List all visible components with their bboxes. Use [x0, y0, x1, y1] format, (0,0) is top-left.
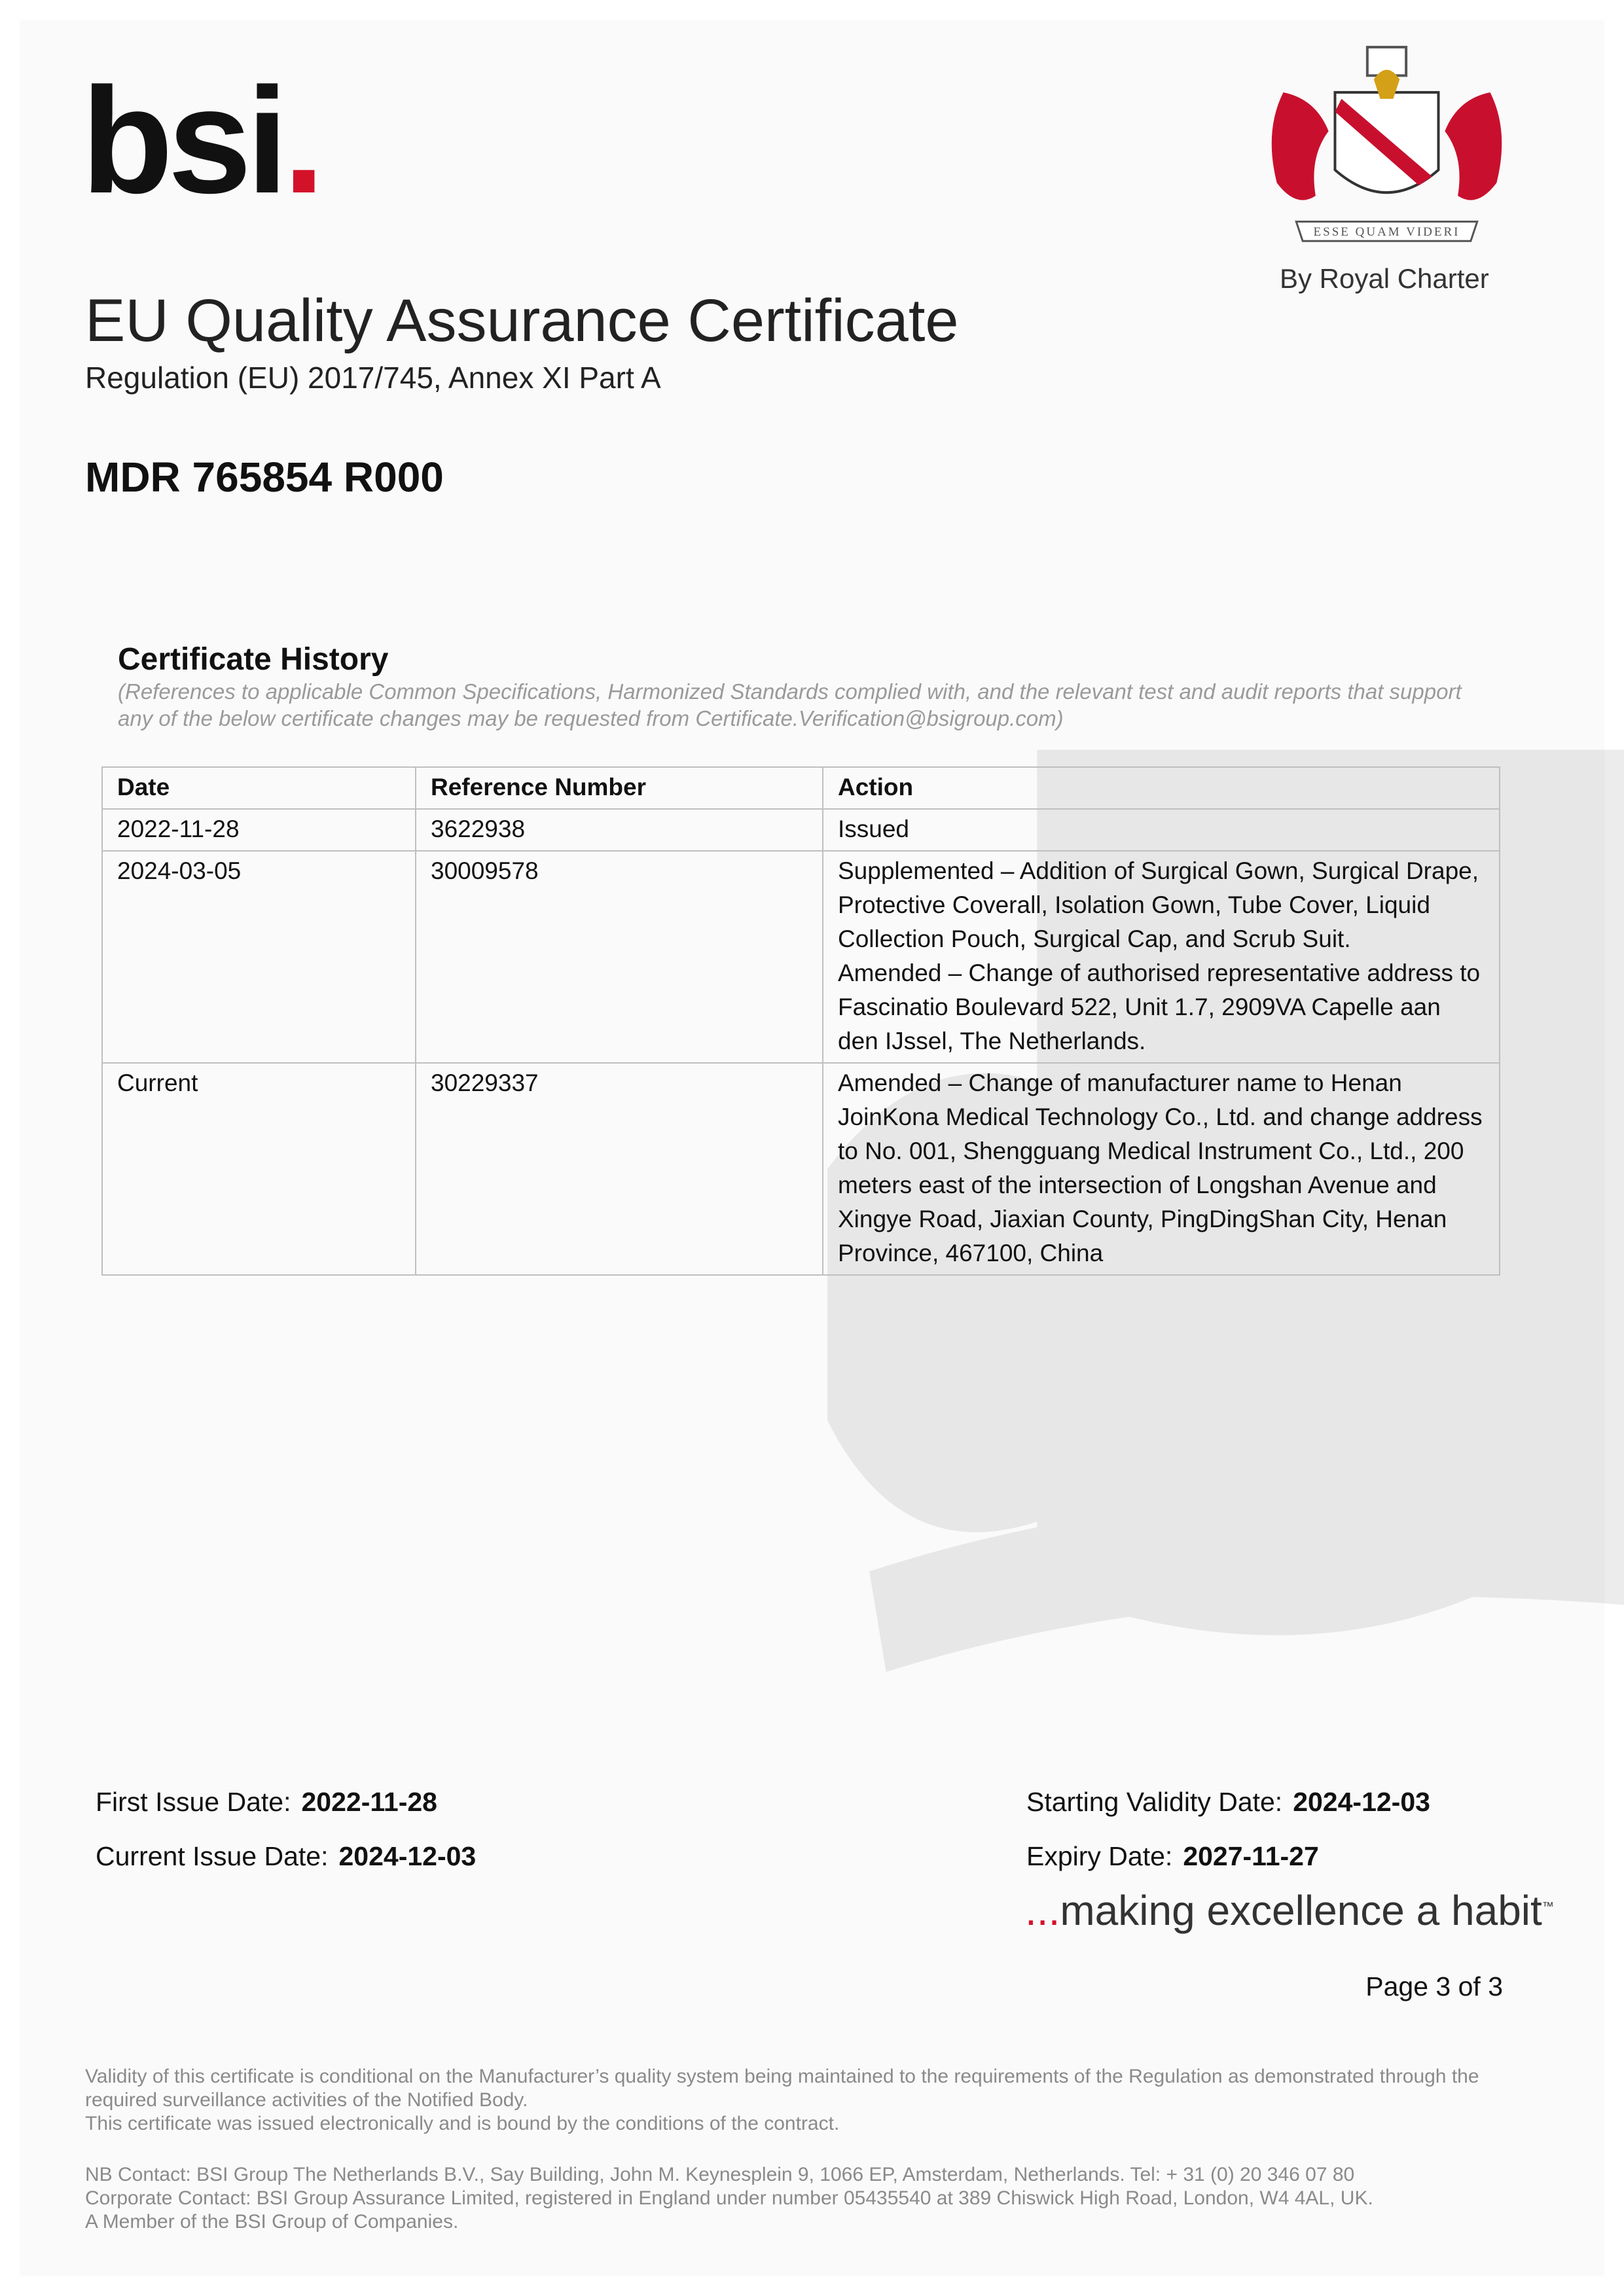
- table-row: [102, 1063, 1500, 1275]
- value: 2027-11-27: [1183, 1841, 1319, 1871]
- column-header-action: Action: [823, 767, 1500, 809]
- cell-action: [823, 809, 1500, 851]
- action-line: Amended – Change of manufacturer name to Henan JoinKona Medical Technology Co., Ltd. and change address to No. 001, Shengguang Medical Instrument Co., Ltd., 200 meters east of the intersection of Longshan Avenue and Xingye Road, Jiaxian County, PingDingShan City, Henan Province, 467100, China: [838, 1069, 1483, 1266]
- footer-corporate-contact: Corporate Contact: BSI Group Assurance Limited, registered in England under number 05435540 at 389 Chiswick High Road, London, W4 4AL, UK.: [85, 2187, 1373, 2209]
- slogan-text: making excellence a habit: [1060, 1887, 1542, 1934]
- action-line: Supplemented – Addition of Surgical Gown, Surgical Drape, Protective Coverall, Isolation Gown, Tube Cover, Liquid Collection Pouch, Surgical Cap, and Scrub Suit.: [838, 857, 1479, 952]
- page-title: EU Quality Assurance Certificate: [85, 287, 959, 354]
- table-row: [102, 851, 1500, 1063]
- footer-validity: Validity of this certificate is conditional on the Manufacturer’s quality system being maintained to the requirements of the Regulation as demonstrated through the required surveillance activities of the Notified Body.: [85, 2066, 1479, 2111]
- label: First Issue Date:: [96, 1787, 291, 1817]
- label: Expiry Date:: [1026, 1841, 1173, 1871]
- page-number: Page 3 of 3: [1365, 1971, 1503, 2001]
- crest-motto: ESSE QUAM VIDERI: [1313, 225, 1460, 239]
- footer-electronic: This certificate was issued electronically and is bound by the conditions of the contract.: [85, 2113, 840, 2134]
- first-issue-date: [96, 1787, 437, 1818]
- cell-date: 2022-11-28: [102, 809, 416, 851]
- starting-validity-date: [1026, 1787, 1430, 1818]
- history-note: (References to applicable Common Specifications, Harmonized Standards complied with, and the relevant test and audit reports that support any of the below certificate changes may be requested from Certificate.Verification@bsigroup.com): [118, 679, 1462, 730]
- table-header-row: [102, 767, 1500, 809]
- cell-date: Current: [102, 1063, 416, 1275]
- trademark: ™: [1542, 1899, 1554, 1913]
- history-table: [101, 766, 1500, 1276]
- action-line: Amended – Change of authorised representative address to Fascinatio Boulevard 522, Unit 1.7, 2909VA Capelle aan den IJssel, The Netherlands.: [838, 960, 1481, 1054]
- value: 2024-12-03: [338, 1841, 477, 1871]
- regulation-subtitle: Regulation (EU) 2017/745, Annex XI Part A: [85, 361, 661, 395]
- footer-nb-contact: NB Contact: BSI Group The Netherlands B.V., Say Building, John M. Keynesplein 9, 1066 EP, Amsterdam, Netherlands. Tel: + 31 (0) 20 346 07 80: [85, 2164, 1355, 2185]
- value: 2024-12-03: [1293, 1787, 1430, 1817]
- label: Starting Validity Date:: [1026, 1787, 1283, 1817]
- cell-reference: 30229337: [416, 1063, 823, 1275]
- cell-reference: 30009578: [416, 851, 823, 1063]
- expiry-date: [1026, 1841, 1319, 1872]
- cell-action: [823, 1063, 1500, 1275]
- table-row: [102, 809, 1500, 851]
- cell-action: [823, 851, 1500, 1063]
- certificate-number: MDR 765854 R000: [85, 454, 444, 501]
- value: 2022-11-28: [301, 1787, 437, 1817]
- current-issue-date: [96, 1841, 476, 1872]
- slogan-dots: ...: [1025, 1887, 1060, 1934]
- label: Current Issue Date:: [96, 1841, 329, 1871]
- action-line: Issued: [838, 816, 910, 842]
- cell-reference: 3622938: [416, 809, 823, 851]
- bsi-logo: bsi.: [81, 56, 320, 224]
- cell-date: 2024-03-05: [102, 851, 416, 1063]
- slogan: [1025, 1886, 1554, 1935]
- column-header-reference: Reference Number: [416, 767, 823, 809]
- history-heading: Certificate History: [118, 642, 389, 677]
- crest-caption: By Royal Charter: [1280, 263, 1489, 294]
- footer-member: A Member of the BSI Group of Companies.: [85, 2211, 459, 2233]
- column-header-date: Date: [102, 767, 416, 809]
